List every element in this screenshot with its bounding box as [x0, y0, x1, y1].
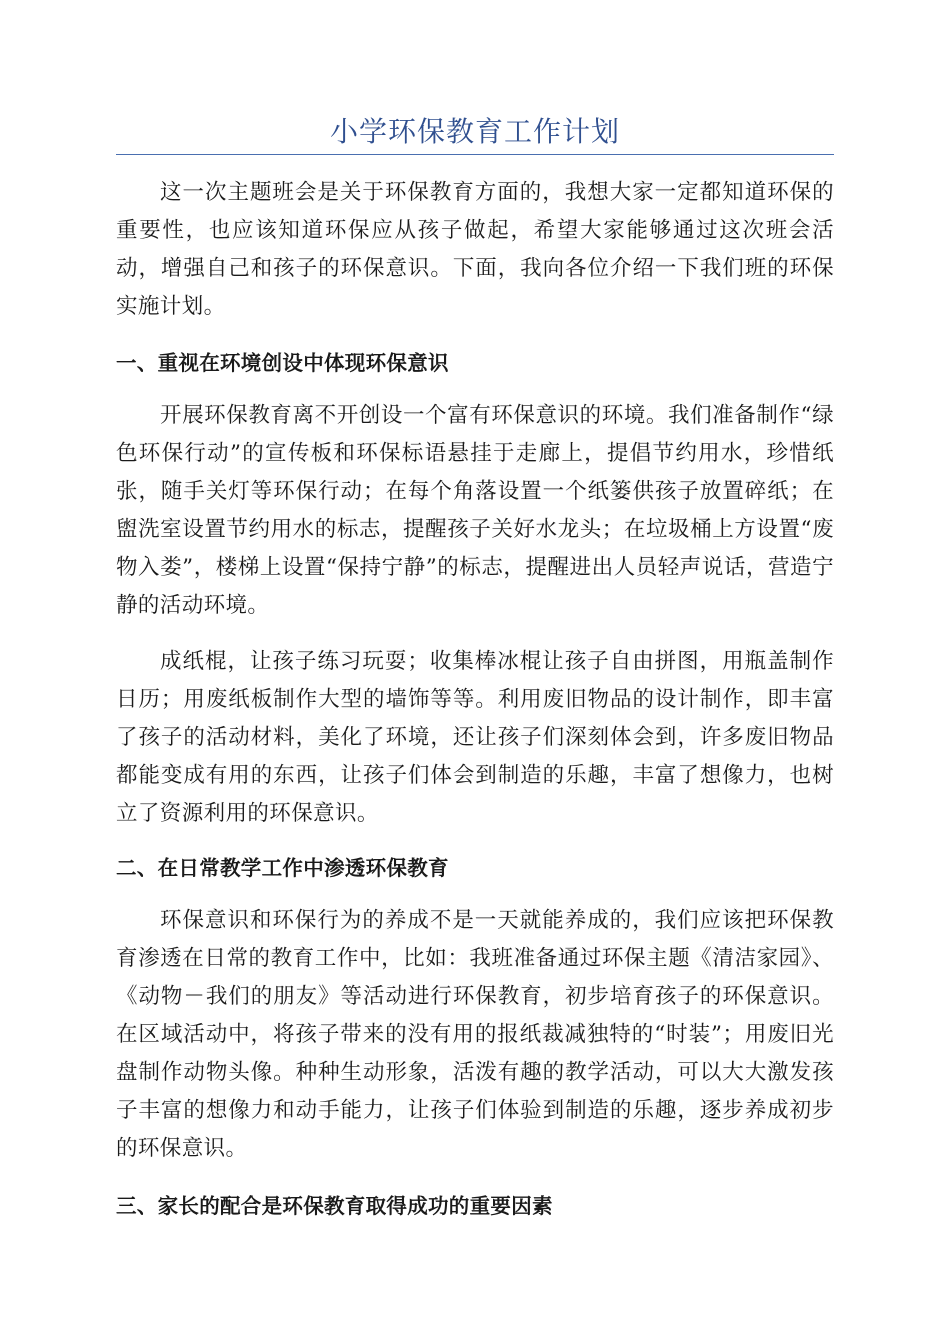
section-heading-3: 三、家长的配合是环保教育取得成功的重要因素: [116, 1194, 553, 1218]
document-title: 小学环保教育工作计划: [329, 115, 620, 148]
section-1-paragraph-1: 开展环保教育离不开创设一个富有环保意识的环境。我们准备制作“绿色环保行动”的宣传板和环保标语悬挂于走廊上，提倡节约用水，珍惜纸张，随手关灯等环保行动；在每个角落设置一个纸篓供孩子放置碎纸；在盥洗室设置节约用水的标志，提醒孩子关好水龙头；在垃圾桶上方设置“废物入娄”，楼梯上设置“保持宁静”的标志，提醒进出人员轻声说话，营造宁静的活动环境。: [116, 403, 834, 618]
section-heading-1: 一、重视在环境创设中体现环保意识: [116, 351, 449, 375]
title-underline: [116, 154, 834, 155]
intro-paragraph: 这一次主题班会是关于环保教育方面的，我想大家一定都知道环保的重要性，也应该知道环保应从孩子做起，希望大家能够通过这次班会活动，增强自己和孩子的环保意识。下面，我向各位介绍一下我们班的环保实施计划。: [116, 180, 834, 319]
section-2-paragraph-1: 环保意识和环保行为的养成不是一天就能养成的，我们应该把环保教育渗透在日常的教育工作中，比如：我班准备通过环保主题《清洁家园》、《动物－我们的朋友》等活动进行环保教育，初步培育孩子的环保意识。在区域活动中，将孩子带来的没有用的报纸裁减独特的“时装”；用废旧光盘制作动物头像。种种生动形象，活泼有趣的教学活动，可以大大激发孩子丰富的想像力和动手能力，让孩子们体验到制造的乐趣，逐步养成初步的环保意识。: [116, 908, 834, 1161]
section-heading-2: 二、在日常教学工作中渗透环保教育: [116, 856, 449, 880]
section-1-paragraph-2: 成纸棍，让孩子练习玩耍；收集棒冰棍让孩子自由拼图，用瓶盖制作日历；用废纸板制作大型的墙饰等等。利用废旧物品的设计制作，即丰富了孩子的活动材料，美化了环境，还让孩子们深刻体会到，许多废旧物品都能变成有用的东西，让孩子们体会到制造的乐趣，丰富了想像力，也树立了资源利用的环保意识。: [116, 649, 834, 826]
